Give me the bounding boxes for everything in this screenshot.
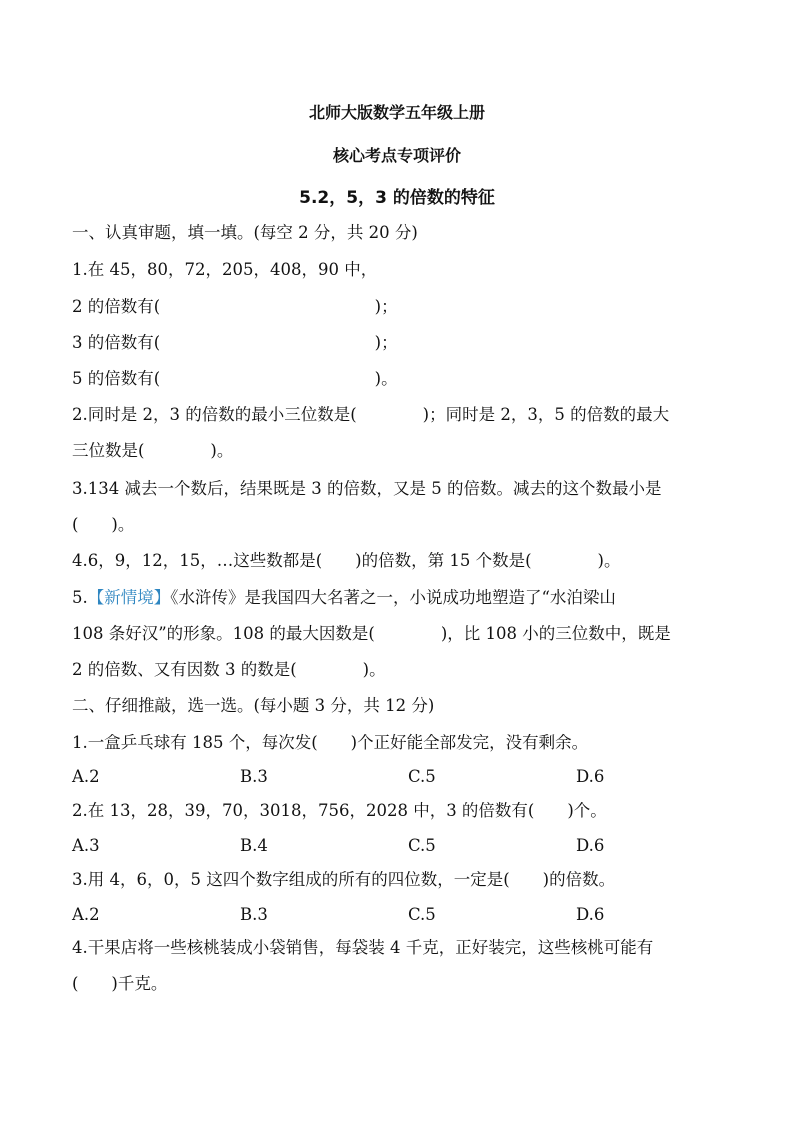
q2-line-1: 2.同时是 2，3 的倍数的最小三位数是( )；同时是 2，3，5 的倍数的最大 (72, 405, 670, 424)
choice-q2-option-a: A.3 (72, 836, 100, 855)
choice-q1-options (72, 766, 732, 788)
choice-q3-option-b: B.3 (240, 905, 268, 924)
q1-stem: 1.在 45，80，72，205，408，90 中， (72, 260, 378, 279)
topic-title: 5.2，5，3 的倍数的特征 (299, 188, 495, 208)
choice-q3-options (72, 904, 732, 926)
q5-line-2: 108 条好汉”的形象。108 的最大因数是( )，比 108 小的三位数中，既是 (72, 624, 671, 643)
choice-q1-option-d: D.6 (576, 767, 605, 786)
q1-blank-multiples-of-5: 5 的倍数有( )。 (72, 369, 398, 388)
choice-q3-option-c: C.5 (408, 905, 436, 924)
q3-line-1: 3.134 减去一个数后，结果既是 3 的倍数，又是 5 的倍数。减去的这个数最小是 (72, 479, 662, 498)
document-title: 北师大版数学五年级上册 (308, 103, 485, 122)
q1-blank-multiples-of-2: 2 的倍数有( )； (72, 297, 398, 316)
q3-line-2: ( )。 (72, 515, 135, 534)
choice-q3-option-d: D.6 (576, 905, 605, 924)
choice-q2-option-c: C.5 (408, 836, 436, 855)
choice-q1-stem: 1.一盒乒乓球有 185 个，每次发( )个正好能全部发完，没有剩余。 (72, 733, 589, 752)
choice-q1-option-a: A.2 (72, 767, 100, 786)
choice-q4-line-1: 4.干果店将一些核桃装成小袋销售，每袋装 4 千克，正好装完，这些核桃可能有 (72, 938, 654, 957)
document-subtitle: 核心考点专项评价 (332, 146, 461, 165)
q5-line-1-text: 《水浒传》是我国四大名著之一，小说成功地塑造了“水泊梁山 (170, 588, 616, 607)
choice-q2-option-d: D.6 (576, 836, 605, 855)
choice-q3-stem: 3.用 4，6，0，5 这四个数字组成的所有的四位数，一定是( )的倍数。 (72, 870, 616, 889)
choice-q2-option-b: B.4 (240, 836, 268, 855)
q4-line-1: 4.6，9，12，15，…这些数都是( )的倍数，第 15 个数是( )。 (72, 551, 621, 570)
choice-q3-option-a: A.2 (72, 905, 100, 924)
q5-line-1 (72, 587, 616, 609)
q2-line-2: 三位数是( )。 (72, 441, 234, 460)
q5-number: 5. (72, 588, 88, 607)
q1-blank-multiples-of-3: 3 的倍数有( )； (72, 333, 398, 352)
choice-q4-line-2: ( )千克。 (72, 974, 168, 993)
q5-line-3: 2 的倍数、又有因数 3 的数是( )。 (72, 660, 386, 679)
choice-q2-stem: 2.在 13，28，39，70，3018，756，2028 中，3 的倍数有( )个。 (72, 801, 607, 820)
choice-q1-option-c: C.5 (408, 767, 436, 786)
new-scenario-tag: 【新情境】 (87, 588, 171, 607)
section-1-heading: 一、认真审题，填一填。(每空 2 分，共 20 分) (72, 223, 418, 242)
section-2-heading: 二、仔细推敲，选一选。(每小题 3 分，共 12 分) (72, 696, 435, 715)
choice-q2-options (72, 835, 732, 857)
choice-q1-option-b: B.3 (240, 767, 268, 786)
